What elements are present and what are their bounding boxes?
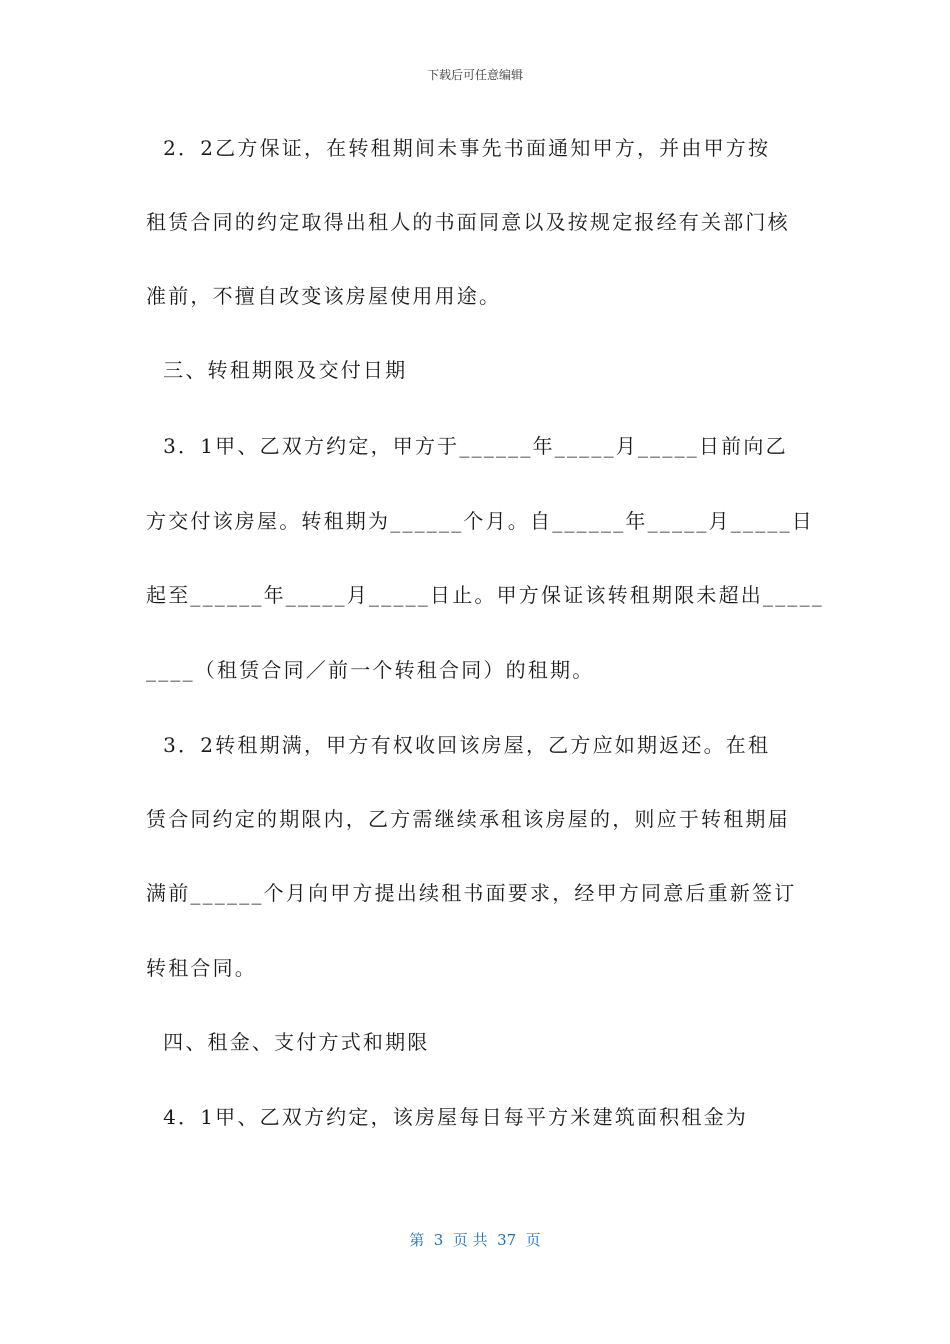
- section-heading: 四、租金、支付方式和期限: [146, 1030, 430, 1054]
- paragraph-line: 3．1甲、乙双方约定，甲方于______年_____月_____日前向乙: [146, 434, 788, 458]
- paragraph-line: 满前______个月向甲方提出续租书面要求，经甲方同意后重新签订: [146, 881, 797, 905]
- paragraph-line: 赁合同约定的期限内，乙方需继续承租该房屋的，则应于转租期届: [146, 807, 790, 831]
- paragraph-line: ____（租赁合同／前一个转租合同）的租期。: [146, 658, 595, 682]
- page-footer: 第 3 页 共 37 页: [409, 1231, 541, 1249]
- paragraph-line: 租赁合同的约定取得出租人的书面同意以及按规定报经有关部门核: [146, 210, 790, 234]
- paragraph-line: 准前，不擅自改变该房屋使用用途。: [146, 284, 502, 308]
- paragraph-line: 转租合同。: [146, 956, 257, 980]
- paragraph-line: 起至______年_____月_____日止。甲方保证该转租期限未超出_____: [146, 583, 824, 607]
- paragraph-line: 4．1甲、乙双方约定，该房屋每日每平方米建筑面积租金为: [146, 1105, 748, 1129]
- paragraph-line: 3．2转租期满，甲方有权收回该房屋，乙方应如期返还。在租: [146, 733, 771, 757]
- page-header: 下载后可任意编辑: [426, 68, 523, 82]
- section-heading: 三、转租期限及交付日期: [146, 358, 408, 382]
- paragraph-line: 方交付该房屋。转租期为______个月。自______年_____月_____日: [146, 509, 814, 533]
- paragraph-line: 2．2乙方保证，在转租期间未事先书面通知甲方，并由甲方按: [146, 136, 771, 160]
